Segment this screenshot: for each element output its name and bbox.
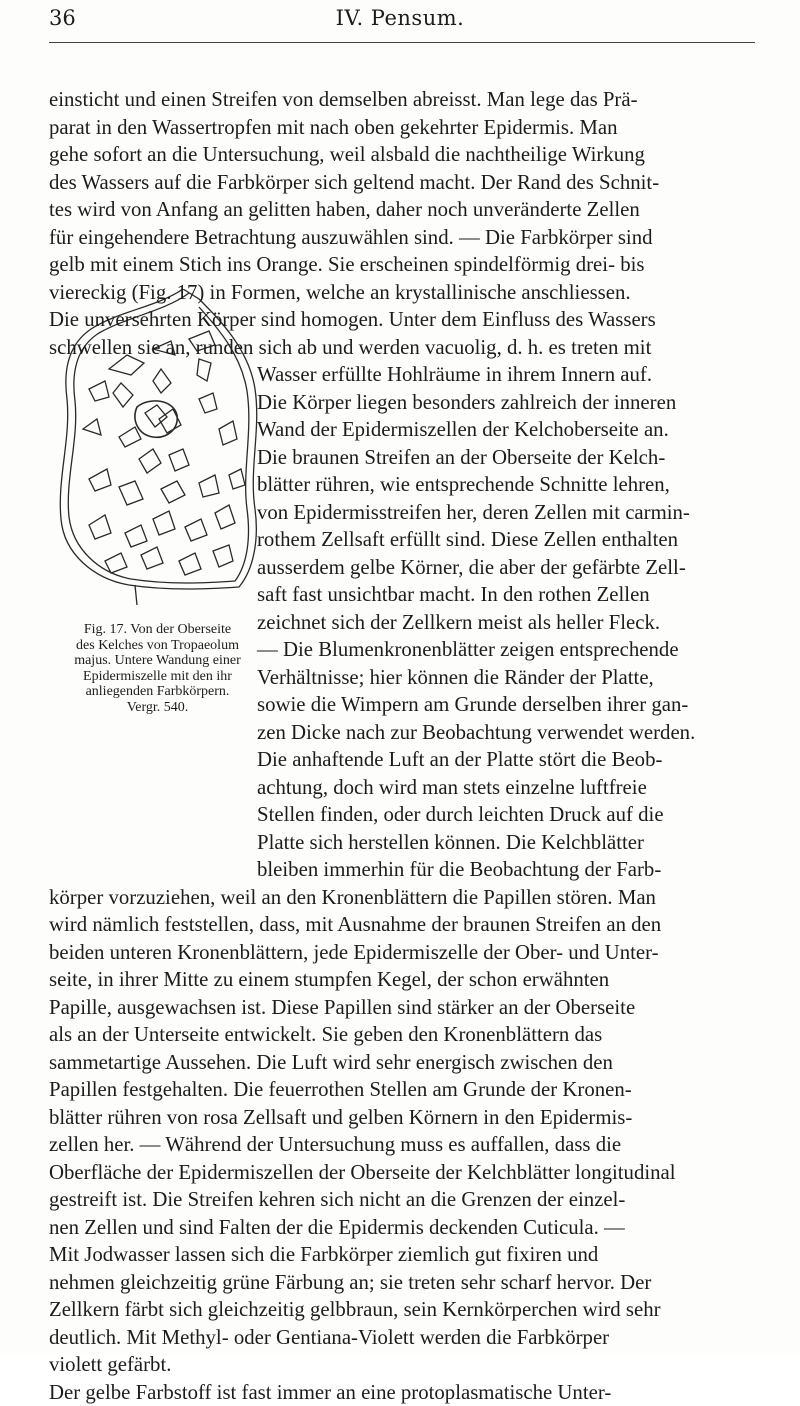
text-line: tes wird von Anfang an gelitten haben, daher noch unveränderte Zellen [49, 196, 640, 224]
text-line: gestreift ist. Die Streifen kehren sich nicht an die Grenzen der einzel- [49, 1186, 625, 1214]
text-line: Zellkern färbt sich gleichzeitig gelbbraun, sein Kernkörperchen wird sehr [49, 1296, 661, 1324]
text-line: bleiben immerhin für die Beobachtung der Farb- [257, 856, 661, 884]
figure-caption [49, 622, 266, 715]
text-line: rothem Zellsaft erfüllt sind. Diese Zellen enthalten [257, 526, 678, 554]
caption-line: Vergr. 540. [49, 700, 266, 716]
text-line: violett gefärbt. [49, 1351, 171, 1379]
caption-line: des Kelches von Tropaeolum [49, 638, 266, 654]
text-line: Wasser erfüllte Hohlräume in ihrem Innern auf. [257, 361, 652, 389]
text-line: Papille, ausgewachsen ist. Diese Papillen sind stärker an der Oberseite [49, 994, 635, 1022]
text-line: ausserdem gelbe Körner, die aber der gefärbte Zell- [257, 554, 686, 582]
text-line: blätter rühren, wie entsprechende Schnitte lehren, [257, 471, 670, 499]
text-line: seite, in ihrer Mitte zu einem stumpfen Kegel, der schon erwähnten [49, 966, 609, 994]
running-head: IV. Pensum. [0, 6, 800, 30]
text-line: Platte sich herstellen können. Die Kelchblätter [257, 829, 644, 857]
text-line: gelb mit einem Stich ins Orange. Sie erscheinen spindelförmig drei- bis [49, 251, 644, 279]
text-line: viereckig (Fig. 17) in Formen, welche an krystallinische anschliessen. [49, 279, 631, 307]
text-line: zellen her. — Während der Untersuchung muss es auffallen, dass die [49, 1131, 621, 1159]
text-line: einsticht und einen Streifen von demselben abreisst. Man lege das Prä- [49, 86, 638, 114]
caption-line: majus. Untere Wandung einer [49, 653, 266, 669]
text-line: Die braunen Streifen an der Oberseite der Kelch- [257, 444, 665, 472]
text-line: zen Dicke nach zur Beobachtung verwendet werden. [257, 719, 695, 747]
caption-line: Fig. 17. Von der Oberseite [49, 622, 266, 638]
caption-line: Epidermiszelle mit den ihr [49, 669, 266, 685]
text-line: deutlich. Mit Methyl- oder Gentiana-Violett werden die Farbkörper [49, 1324, 609, 1352]
text-line: von Epidermisstreifen her, deren Zellen mit carmin- [257, 499, 690, 527]
text-line: Verhältnisse; hier können die Ränder der Platte, [257, 664, 654, 692]
text-line: als an der Unterseite entwickelt. Sie geben den Kronenblättern das [49, 1021, 602, 1049]
text-line: des Wassers auf die Farbkörper sich geltend macht. Der Rand des Schnit- [49, 169, 659, 197]
text-line: Wand der Epidermiszellen der Kelchoberseite an. [257, 416, 669, 444]
text-line: — Die Blumenkronenblätter zeigen entsprechende [257, 636, 679, 664]
text-line: Mit Jodwasser lassen sich die Farbkörper ziemlich gut fixiren und [49, 1241, 598, 1269]
page-number: 36 [49, 6, 76, 30]
text-line: parat in den Wassertropfen mit nach oben gekehrter Epidermis. Man [49, 114, 618, 142]
text-line: achtung, doch wird man stets einzelne luftfreie [257, 774, 647, 802]
text-line: nen Zellen und sind Falten der die Epidermis deckenden Cuticula. — [49, 1214, 625, 1242]
text-line: für eingehendere Betrachtung auszuwählen sind. — Die Farbkörper sind [49, 224, 653, 252]
text-line: körper vorzuziehen, weil an den Kronenblättern die Papillen stören. Man [49, 884, 656, 912]
text-line: nehmen gleichzeitig grüne Färbung an; sie treten sehr scharf hervor. Der [49, 1269, 651, 1297]
text-line: blätter rühren von rosa Zellsaft und gelben Körnern in den Epidermis- [49, 1104, 632, 1132]
text-line: saft fast unsichtbar macht. In den rothen Zellen [257, 581, 650, 609]
text-line: Der gelbe Farbstoff ist fast immer an eine protoplasmatische Unter- [49, 1379, 611, 1406]
text-line: Die Körper liegen besonders zahlreich der inneren [257, 389, 676, 417]
header-rule [49, 42, 755, 43]
text-line: Papillen festgehalten. Die feuerrothen Stellen am Grunde der Kronen- [49, 1076, 632, 1104]
text-line: Stellen finden, oder durch leichten Druck auf die [257, 801, 664, 829]
text-line: beiden unteren Kronenblättern, jede Epidermiszelle der Ober- und Unter- [49, 939, 659, 967]
text-line: gehe sofort an die Untersuchung, weil alsbald die nachtheilige Wirkung [49, 141, 645, 169]
text-line: wird nämlich feststellen, dass, mit Ausnahme der braunen Streifen an den [49, 911, 661, 939]
text-line: schwellen sie an, runden sich ab und werden vacuolig, d. h. es treten mit [49, 334, 651, 362]
text-line: zeichnet sich der Zellkern meist als heller Fleck. [257, 609, 660, 637]
text-line: sowie die Wimpern am Grunde derselben ihrer gan- [257, 691, 688, 719]
text-line: sammetartige Aussehen. Die Luft wird sehr energisch zwischen den [49, 1049, 613, 1077]
text-line: Die unversehrten Körper sind homogen. Unter dem Einfluss des Wassers [49, 306, 656, 334]
text-line: Oberfläche der Epidermiszellen der Oberseite der Kelchblätter longitudinal [49, 1159, 676, 1187]
text-line: Die anhaftende Luft an der Platte stört die Beob- [257, 746, 662, 774]
caption-line: anliegenden Farbkörpern. [49, 684, 266, 700]
